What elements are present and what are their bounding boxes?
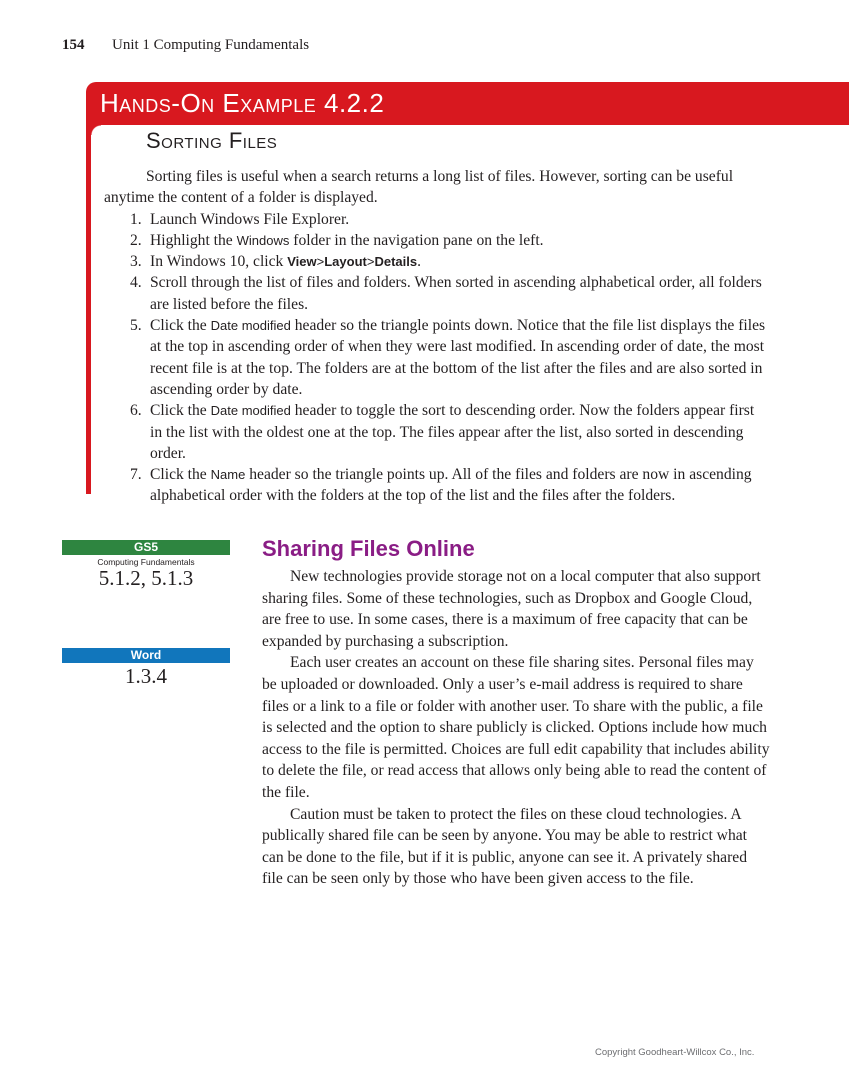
page-number: 154 bbox=[62, 37, 85, 53]
step-number: 4. bbox=[130, 274, 142, 292]
step-item bbox=[104, 315, 769, 400]
step-item bbox=[104, 400, 769, 464]
step-item bbox=[104, 209, 769, 230]
section-body bbox=[262, 566, 770, 890]
header-corner-decoration bbox=[91, 125, 101, 135]
step-number: 2. bbox=[130, 231, 142, 249]
ui-command: Layout bbox=[324, 254, 367, 270]
running-head bbox=[62, 37, 309, 54]
gs5-badge: GS5 bbox=[62, 540, 230, 555]
paragraph: New technologies provide storage not on a local computer that also support sharing files. Some of these technologies, such as Dropbox and Google Cloud, are free to use. In some cases, there is a maximum of free capacity that can be expanded by purchasing a subscription. bbox=[262, 568, 761, 650]
ui-term: Windows bbox=[236, 232, 290, 248]
hands-on-example-header bbox=[86, 82, 849, 125]
gs5-objectives: 5.1.2, 5.1.3 bbox=[98, 566, 194, 590]
hands-on-intro: Sorting files is useful when a search returns a long list of files. However, sorting can be useful anytime the content of a folder is displayed. bbox=[104, 168, 734, 207]
step-text: header so the triangle points down. Notice that the file list displays the files at the top in ascending order of when they were last modified. In ascending order of date, the most recent file is at the top. The folders are at the bottom of the list after the files and are also sorted in ascending order by date. bbox=[150, 317, 766, 398]
menu-separator: > bbox=[366, 254, 375, 270]
hands-on-body bbox=[104, 166, 769, 507]
step-text: folder in the navigation pane on the left. bbox=[289, 231, 544, 249]
unit-title: Unit 1 Computing Fundamentals bbox=[112, 37, 310, 53]
hands-on-example-title: Hands-On Example 4.2.2 bbox=[100, 88, 385, 118]
word-objectives: 1.3.4 bbox=[125, 664, 167, 688]
step-text: Scroll through the list of files and folders. When sorted in ascending alphabetical order, all folders are listed before the files. bbox=[150, 274, 762, 313]
step-item bbox=[104, 464, 769, 507]
hands-on-side-rule bbox=[86, 120, 91, 494]
step-text: Click the bbox=[150, 466, 211, 484]
ui-term: Date modified bbox=[210, 403, 291, 419]
word-standard-tag bbox=[62, 648, 230, 687]
step-item bbox=[104, 272, 769, 315]
gs5-subject: Computing Fundamentals bbox=[97, 557, 195, 567]
steps-list bbox=[104, 209, 769, 507]
copyright-notice: Copyright Goodheart-Willcox Co., Inc. bbox=[595, 1047, 755, 1058]
ui-command: View bbox=[287, 254, 317, 270]
step-text: Launch Windows File Explorer. bbox=[150, 210, 350, 228]
menu-separator: > bbox=[316, 254, 325, 270]
ui-command: Details bbox=[374, 254, 418, 270]
gs5-standard-tag bbox=[62, 540, 230, 589]
ui-term: Name bbox=[210, 467, 246, 483]
step-text: Click the bbox=[150, 317, 211, 335]
hands-on-subtitle: Sorting Files bbox=[146, 128, 278, 153]
step-number: 3. bbox=[130, 253, 142, 271]
ui-term: Date modified bbox=[210, 318, 291, 334]
section-heading: Sharing Files Online bbox=[262, 536, 475, 561]
word-badge: Word bbox=[62, 648, 230, 663]
paragraph: Caution must be taken to protect the files on these cloud technologies. A publically shared file can be seen by anyone. You may be able to restrict what can be done to the file, but if it is public, anyone can see it. A privately shared file can be seen only by those who have been given access to the file. bbox=[262, 805, 747, 888]
step-item bbox=[104, 251, 769, 272]
step-number: 5. bbox=[130, 317, 142, 335]
step-text: . bbox=[417, 253, 421, 271]
step-text: header so the triangle points up. All of the files and folders are now in ascending alphabetical order with the folders at the top of the list and the files after the folders. bbox=[150, 466, 752, 505]
step-number: 1. bbox=[130, 210, 142, 228]
step-item bbox=[104, 230, 769, 251]
step-number: 6. bbox=[130, 402, 142, 420]
step-text: Highlight the bbox=[150, 231, 237, 249]
step-text: Click the bbox=[150, 402, 211, 420]
paragraph: Each user creates an account on these file sharing sites. Personal files may be uploaded or downloaded. Only a user’s e-mail address is required to share files or a link to a file or folder with another user. To share with the public, a file is selected and the option to share publicly is clicked. Options include how much access to the file is permitted. Choices are full edit capability that includes ability to delete the file, or read access that allows only being able to read the content of the file. bbox=[262, 654, 770, 801]
step-text: In Windows 10, click bbox=[150, 253, 288, 271]
step-number: 7. bbox=[130, 466, 142, 484]
step-text: header to toggle the sort to descending order. Now the folders appear first in the list with the oldest one at the top. The files appear after the list, also sorted in descending order. bbox=[150, 402, 755, 462]
